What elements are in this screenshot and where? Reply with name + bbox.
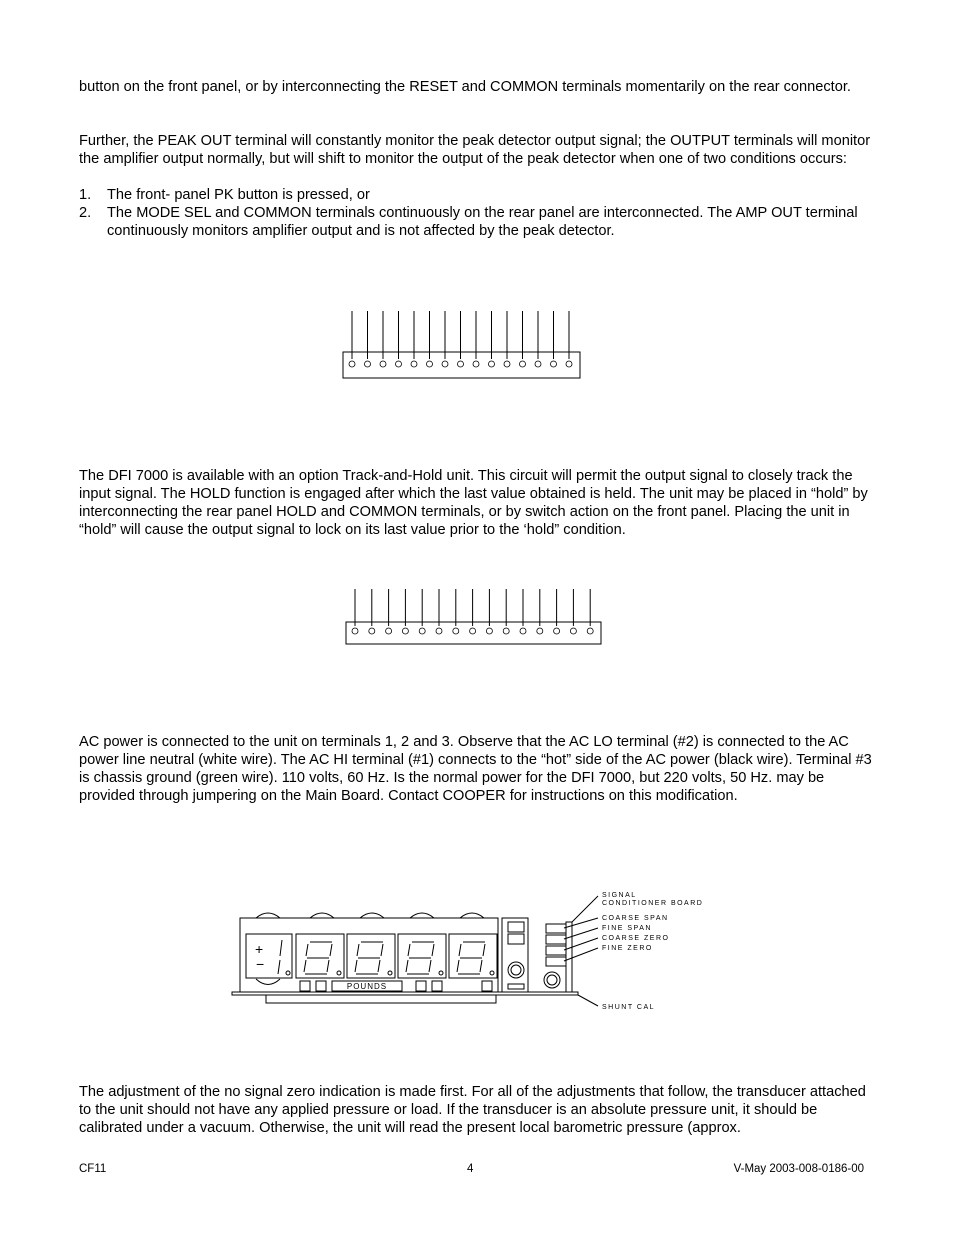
fine-span-label: FINE SPAN [602,925,652,932]
terminal-screw [349,361,355,367]
sign-window [246,934,292,978]
units-label: POUNDS [346,982,388,991]
signal-label: SIGNAL [602,892,637,899]
terminal-screw [386,628,392,634]
list-text: The front- panel PK button is pressed, or [107,187,370,203]
terminal-screw [535,361,541,367]
terminal-screw [352,628,358,634]
shunt-cal-label: SHUNT CAL [602,1004,656,1011]
terminal-screw [504,361,510,367]
digit-window [449,934,497,978]
panel-foot [266,995,496,1003]
conditioner-board-label: CONDITIONER BOARD [602,900,704,907]
terminal-screw [570,628,576,634]
terminal-screw [396,361,402,367]
plus-sign: + [255,941,264,957]
page-number: 4 [467,1163,474,1175]
coarse-span-label: COARSE SPAN [602,915,669,922]
terminal-screw [436,628,442,634]
terminal-screw [503,628,509,634]
terminal-screw [473,361,479,367]
list-item [79,186,874,204]
front-panel-diagram [228,888,728,1014]
terminal-screw [442,361,448,367]
list-text: The MODE SEL and COMMON terminals continuously on the rear panel are interconnected. The AMP OUT terminal continuously monitors amplifier output and is not affected by the peak detector. [107,205,858,239]
terminal-screw [537,628,543,634]
list-item [79,204,874,240]
terminal-screw [566,361,572,367]
paragraph-track-hold: The DFI 7000 is available with an option Track-and-Hold unit. This circuit will permit the output signal to closely track the input signal. The HOLD function is engaged after which the last value obtained is held. The unit may be placed in “hold” by interconnecting the rear panel HOLD and COMMON terminals, or by switch action on the front panel. Placing the unit in “hold” will cause the output signal to lock on its last value prior to the ‘hold” condition. [79,468,868,538]
terminal-screw [486,628,492,634]
terminal-screw [380,361,386,367]
digit-window [296,934,344,978]
digit-window [347,934,395,978]
terminal-screw [551,361,557,367]
terminal-screw [458,361,464,367]
terminal-screw [411,361,417,367]
digit-window [398,934,446,978]
terminal-pins [349,311,572,367]
list-number: 1. [79,187,92,203]
paragraph-zero-adjust: The adjustment of the no signal zero indication is made first. For all of the adjustments that follow, the transducer attached to the unit should not have any applied pressure or load. If the transducer is an absolute pressure unit, it should be calibrated under a vacuum. Otherwise, the unit will read the present local barometric pressure (approx. [79,1084,866,1136]
minus-sign: − [256,956,265,972]
terminal-screw [365,361,371,367]
terminal-strip-diagram-1 [340,308,584,382]
terminal-screw [587,628,593,634]
terminal-screw [419,628,425,634]
terminal-screw [427,361,433,367]
terminal-screw [369,628,375,634]
paragraph-reset: button on the front panel, or by interconnecting the RESET and COMMON terminals momentarily on the rear connector. [79,79,851,95]
terminal-pins [352,589,593,634]
terminal-block [346,622,601,644]
terminal-screw [520,361,526,367]
terminal-screw [520,628,526,634]
terminal-strip-diagram-2 [343,586,605,648]
footer-left: CF11 [79,1163,107,1175]
terminal-screw [554,628,560,634]
paragraph-ac-power: AC power is connected to the unit on terminals 1, 2 and 3. Observe that the AC LO terminal (#2) is connected to the AC power line neutral (white wire). The AC HI terminal (#1) connects to the “hot” side of the AC power (black wire). Terminal #3 is chassis ground (green wire). 110 volts, 60 Hz. Is the normal power for the DFI 7000, but 220 volts, 50 Hz. may be provided through jumpering on the Main Board. Contact COOPER for instructions on this modification. [79,734,872,804]
terminal-block [343,352,580,378]
list-number: 2. [79,205,92,221]
terminal-screw [470,628,476,634]
terminal-screw [489,361,495,367]
terminal-screw [453,628,459,634]
coarse-zero-label: COARSE ZERO [602,935,670,942]
terminal-screw [402,628,408,634]
conditions-list [79,186,874,240]
footer-right: V-May 2003-008-0186-00 [733,1163,864,1175]
paragraph-peak-out: Further, the PEAK OUT terminal will constantly monitor the peak detector output signal; the OUTPUT terminals will monitor the amplifier output normally, but will shift to monitor the output of the peak detector when one of two conditions occurs: [79,133,871,167]
fine-zero-label: FINE ZERO [602,945,653,952]
